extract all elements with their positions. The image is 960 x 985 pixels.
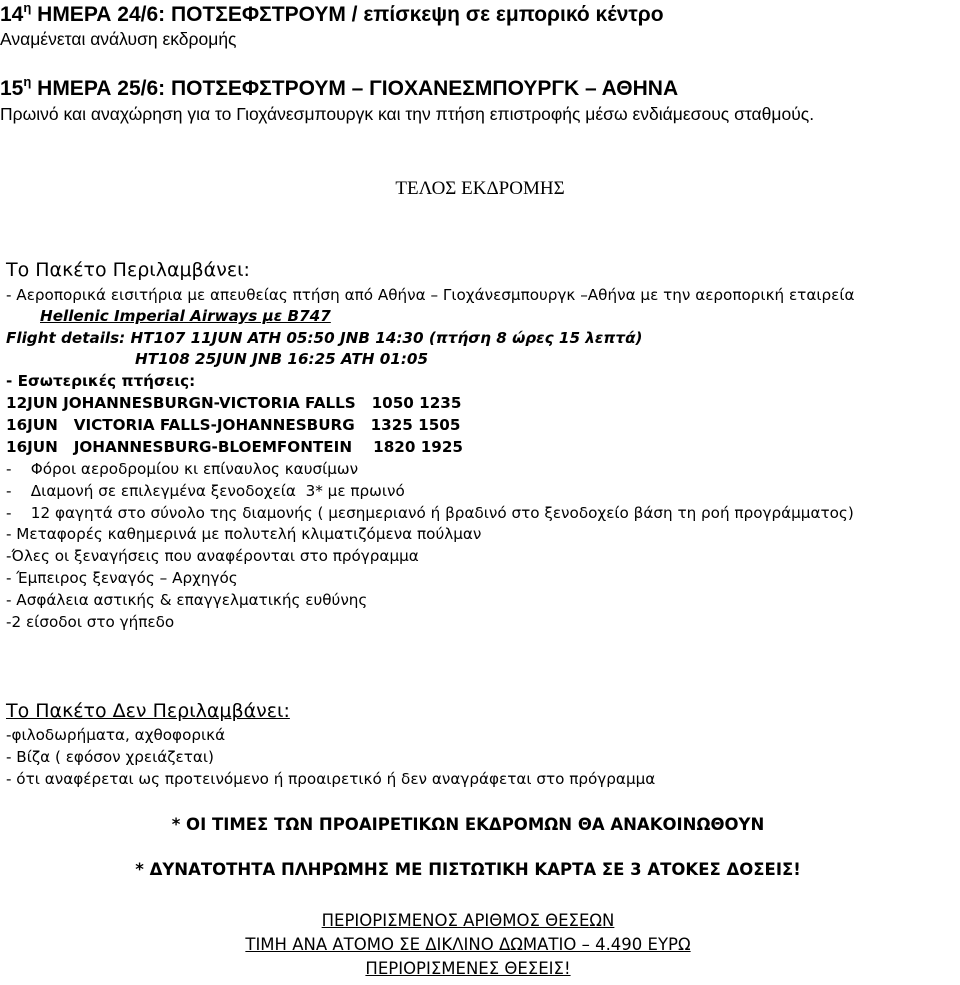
included-item: - Μεταφορές καθημερινά με πολυτελή κλιματιζόμενα πούλμαν [6, 525, 482, 543]
not-included-item: - Βίζα ( εφόσον χρειάζεται) [6, 748, 214, 766]
not-included-item: - ότι αναφέρεται ως προτεινόμενο ή προαιρετικό ή δεν αναγράφεται στο πρόγραμμα [6, 770, 656, 788]
included-item: -2 είσοδοι στο γήπεδο [6, 613, 175, 631]
included-airline: Hellenic Imperial Airways με B747 [40, 307, 331, 325]
day-14-ordinal: η [23, 0, 32, 15]
domestic-flights-heading: - Εσωτερικές πτήσεις: [6, 372, 196, 390]
included-flights: - Αεροπορικά εισιτήρια με απευθείας πτήση από Αθήνα – Γιοχάνεσμπουργκ –Αθήνα με την αεροπορική εταιρεία [6, 286, 855, 304]
included-item: -Όλες οι ξεναγήσεις που αναφέρονται στο πρόγραμμα [6, 547, 419, 565]
included-item: - Έμπειρος ξεναγός – Αρχηγός [6, 569, 238, 587]
day-15-ordinal: η [23, 74, 32, 89]
limited-seats-line: ΠΕΡΙΟΡΙΣΜΕΝΟΣ ΑΡΙΘΜΟΣ ΘΕΣΕΩΝ [321, 911, 615, 930]
not-included-heading: Το Πακέτο Δεν Περιλαμβάνει: [6, 700, 290, 722]
day-15-title-text: ΗΜΕΡΑ 25/6: ΠΟΤΣΕΦΣΤΡΟΥΜ – ΓΙΟΧΑΝΕΣΜΠΟΥΡΓΚ – ΑΘΗΝΑ [31, 77, 679, 100]
day-15-title [0, 74, 679, 101]
day-15-number: 15 [0, 77, 24, 100]
day-14-description: Αναμένεται ανάλυση εκδρομής [0, 29, 237, 49]
day-14-title-text: ΗΜΕΡΑ 24/6: ΠΟΤΣΕΦΣΤΡΟΥΜ / επίσκεψη σε εμπορικό κέντρο [31, 3, 664, 26]
included-heading: Το Πακέτο Περιλαμβάνει: [6, 259, 250, 281]
included-item: - 12 φαγητά στο σύνολο της διαμονής ( μεσημεριανό ή βραδινό στο ξενοδοχείο βάση τη ροή προγράμματος) [6, 504, 854, 522]
day-14-number: 14 [0, 3, 24, 26]
limited-places-line: ΠΕΡΙΟΡΙΣΜΕΝΕΣ ΘΕΣΕΙΣ! [365, 959, 571, 978]
payment-note: * ΔΥΝΑΤΟΤΗΤΑ ΠΛΗΡΩΜΗΣ ΜΕ ΠΙΣΤΩΤΙΚΗ ΚΑΡΤΑ ΣΕ 3 ΑΤΟΚΕΣ ΔΟΣΕΙΣ! [135, 860, 801, 879]
price-per-person: ΤΙΜΗ ΑΝΑ ΑΤΟΜΟ ΣΕ ΔΙΚΛΙΝΟ ΔΩΜΑΤΙΟ – 4.490 ΕΥΡΩ [245, 935, 691, 954]
not-included-item: -φιλοδωρήματα, αχθοφορικά [6, 726, 226, 744]
included-item: - Διαμονή σε επιλεγμένα ξενοδοχεία 3* με πρωινό [6, 482, 405, 500]
day-15-description: Πρωινό και αναχώρηση για το Γιοχάνεσμπουργκ και την πτήση επιστροφής μέσω ενδιάμεσους σταθμούς. [0, 104, 815, 124]
end-of-tour-title: ΤΕΛΟΣ ΕΚΔΡΟΜΗΣ [395, 178, 565, 199]
included-item: - Φόροι αεροδρομίου κι επίναυλος καυσίμων [6, 460, 359, 478]
domestic-flight-2: 16JUN VICTORIA FALLS-JOHANNESBURG 1325 1505 [6, 416, 461, 434]
flight-details-return: HT108 25JUN JNB 16:25 ATH 01:05 [135, 350, 429, 368]
domestic-flight-1: 12JUN JOHANNESBURGN-VICTORIA FALLS 1050 1235 [6, 394, 462, 412]
day-14-title [0, 0, 664, 27]
domestic-flight-3: 16JUN JOHANNESBURG-BLOEMFONTEIN 1820 1925 [6, 438, 464, 456]
optional-tours-note: * ΟΙ ΤΙΜΕΣ ΤΩΝ ΠΡΟΑΙΡΕΤΙΚΩΝ ΕΚΔΡΟΜΩΝ ΘΑ ΑΝΑΚΟΙΝΩΘΟΥΝ [171, 815, 765, 834]
included-item: - Ασφάλεια αστικής & επαγγελματικής ευθύνης [6, 591, 368, 609]
flight-details-outbound: Flight details: HT107 11JUN ATH 05:50 JNB 14:30 (πτήση 8 ώρες 15 λεπτά) [6, 329, 643, 347]
